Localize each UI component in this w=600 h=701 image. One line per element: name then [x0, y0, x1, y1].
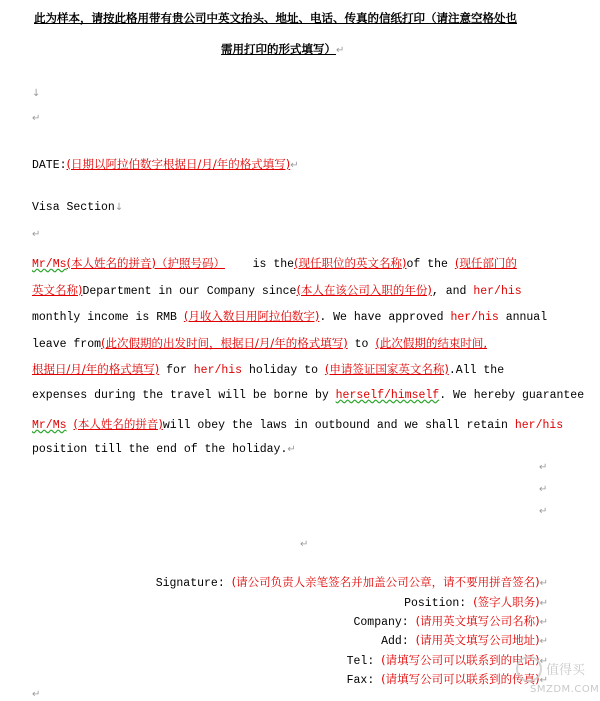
date-placeholder: (日期以阿拉伯数字根据日/月/年的格式填写) — [66, 157, 291, 171]
position-label: Position: — [404, 597, 467, 610]
leave-start-placeholder: (此次假期的出发时间，根据日/月/年的格式填写) — [101, 336, 348, 350]
body-line-5 — [32, 361, 504, 377]
tel-label: Tel: — [346, 655, 375, 668]
signature-placeholder: (请公司负责人亲笔签名并加盖公司公章，请不要用拼音签名) — [231, 575, 540, 589]
body-text: position till the end of the holiday. — [32, 443, 288, 456]
body-text: , and — [431, 285, 467, 298]
body-line-2 — [32, 282, 522, 298]
body-text: annual — [505, 311, 548, 324]
body-text: is the — [252, 258, 295, 271]
paragraph-mark-icon: ↵ — [539, 656, 548, 667]
watermark-logo-icon — [516, 656, 542, 682]
paragraph-mark-icon: ↵ — [539, 506, 548, 517]
signature-label: Signature: — [155, 577, 225, 590]
date-label: DATE: — [32, 159, 67, 172]
body-text: will obey the laws in outbound and we shall retain — [162, 419, 508, 432]
watermark-subtext: SMZDM.COM — [530, 684, 600, 695]
body-text: leave from — [32, 338, 102, 351]
body-line-8 — [32, 443, 296, 456]
body-text: . We hereby guarantee — [439, 389, 585, 402]
tel-placeholder: (请填写公司可以联系到的电话) — [381, 653, 540, 667]
body-text: holiday to — [248, 364, 318, 377]
company-label: Company: — [353, 616, 409, 629]
body-text: . We have approved — [319, 311, 444, 324]
position-line — [404, 594, 548, 610]
department-placeholder-cont: 英文名称) — [32, 283, 83, 297]
name-passport-placeholder: (本人姓名的拼音)（护照号码） — [66, 256, 225, 270]
position-placeholder: (签字人职务) — [473, 595, 540, 609]
company-placeholder: (请用英文填写公司名称) — [415, 614, 540, 628]
fax-label: Fax: — [346, 674, 375, 687]
document-title-line-2 — [221, 41, 344, 57]
paragraph-mark-icon: ↵ — [32, 229, 41, 240]
body-text: of the — [406, 258, 448, 271]
address-placeholder: (请用英文填写公司地址) — [415, 633, 540, 647]
paragraph-mark-icon: ↵ — [539, 578, 548, 589]
address-label: Add: — [381, 635, 409, 648]
paragraph-mark-icon: ↵ — [539, 462, 548, 473]
her-his-text: her/his — [193, 364, 243, 377]
body-text: Department in our Company since — [82, 285, 297, 298]
line-break-icon: ↓ — [32, 88, 41, 99]
leave-end-placeholder: (此次假期的结束时间, — [375, 336, 488, 350]
her-his-text: her/his — [514, 419, 564, 432]
date-line — [32, 156, 299, 172]
her-his-text: her/his — [473, 285, 522, 298]
document-title-line-1: 此为样本，请按此格用带有贵公司中英文抬头、地址、电话、传真的信纸打印（请注意空格处也 — [34, 11, 517, 25]
body-text: .All the — [448, 364, 505, 377]
body-line-7 — [32, 416, 563, 432]
title-line-2-text: 需用打印的形式填写） — [221, 42, 336, 56]
mr-ms-placeholder: Mr/Ms — [32, 258, 67, 271]
body-line-6 — [32, 389, 584, 402]
paragraph-mark-icon: ↵ — [290, 160, 299, 171]
body-line-3 — [32, 308, 547, 324]
body-line-4 — [32, 335, 487, 351]
paragraph-mark-icon: ↵ — [539, 675, 548, 686]
company-line — [354, 613, 549, 629]
signature-line — [156, 574, 548, 590]
position-placeholder: (现任职位的英文名称) — [294, 256, 407, 270]
body-text: monthly income is RMB — [32, 311, 177, 324]
leave-end-placeholder-cont: 根据日/月/年的格式填写) — [32, 362, 160, 376]
visa-section-heading — [32, 201, 123, 214]
her-his-text: her/his — [450, 311, 499, 324]
watermark-text: 值得买 — [546, 663, 586, 678]
body-text: expenses during the travel will be borne by — [32, 389, 329, 402]
body-text: to — [354, 338, 369, 351]
paragraph-mark-icon: ↵ — [32, 689, 41, 700]
paragraph-mark-icon: ↵ — [287, 444, 296, 455]
paragraph-mark-icon: ↵ — [539, 636, 548, 647]
herself-himself-placeholder: herself/himself — [335, 389, 440, 402]
name-placeholder: (本人姓名的拼音) — [73, 417, 163, 431]
join-year-placeholder: (本人在该公司入职的年份) — [296, 283, 432, 297]
department-placeholder: (现任部门的 — [454, 256, 517, 270]
paragraph-mark-icon: ↵ — [300, 539, 309, 550]
visa-section-text: Visa Section — [32, 201, 115, 214]
mr-ms-placeholder: Mr/Ms — [32, 419, 67, 432]
paragraph-mark-icon: ↵ — [32, 113, 41, 124]
country-placeholder: (申请签证国家英文名称) — [324, 362, 449, 376]
paragraph-mark-icon: ↵ — [336, 45, 345, 56]
fax-placeholder: (请填写公司可以联系到的传真) — [381, 672, 540, 686]
body-text: for — [166, 364, 187, 377]
line-break-icon: ↓ — [114, 202, 124, 213]
paragraph-mark-icon: ↵ — [539, 617, 548, 628]
paragraph-mark-icon: ↵ — [539, 598, 548, 609]
body-line-1 — [32, 255, 517, 271]
address-line — [381, 632, 548, 648]
paragraph-mark-icon: ↵ — [539, 484, 548, 495]
income-placeholder: (月收入数目用阿拉伯数字) — [183, 309, 320, 323]
